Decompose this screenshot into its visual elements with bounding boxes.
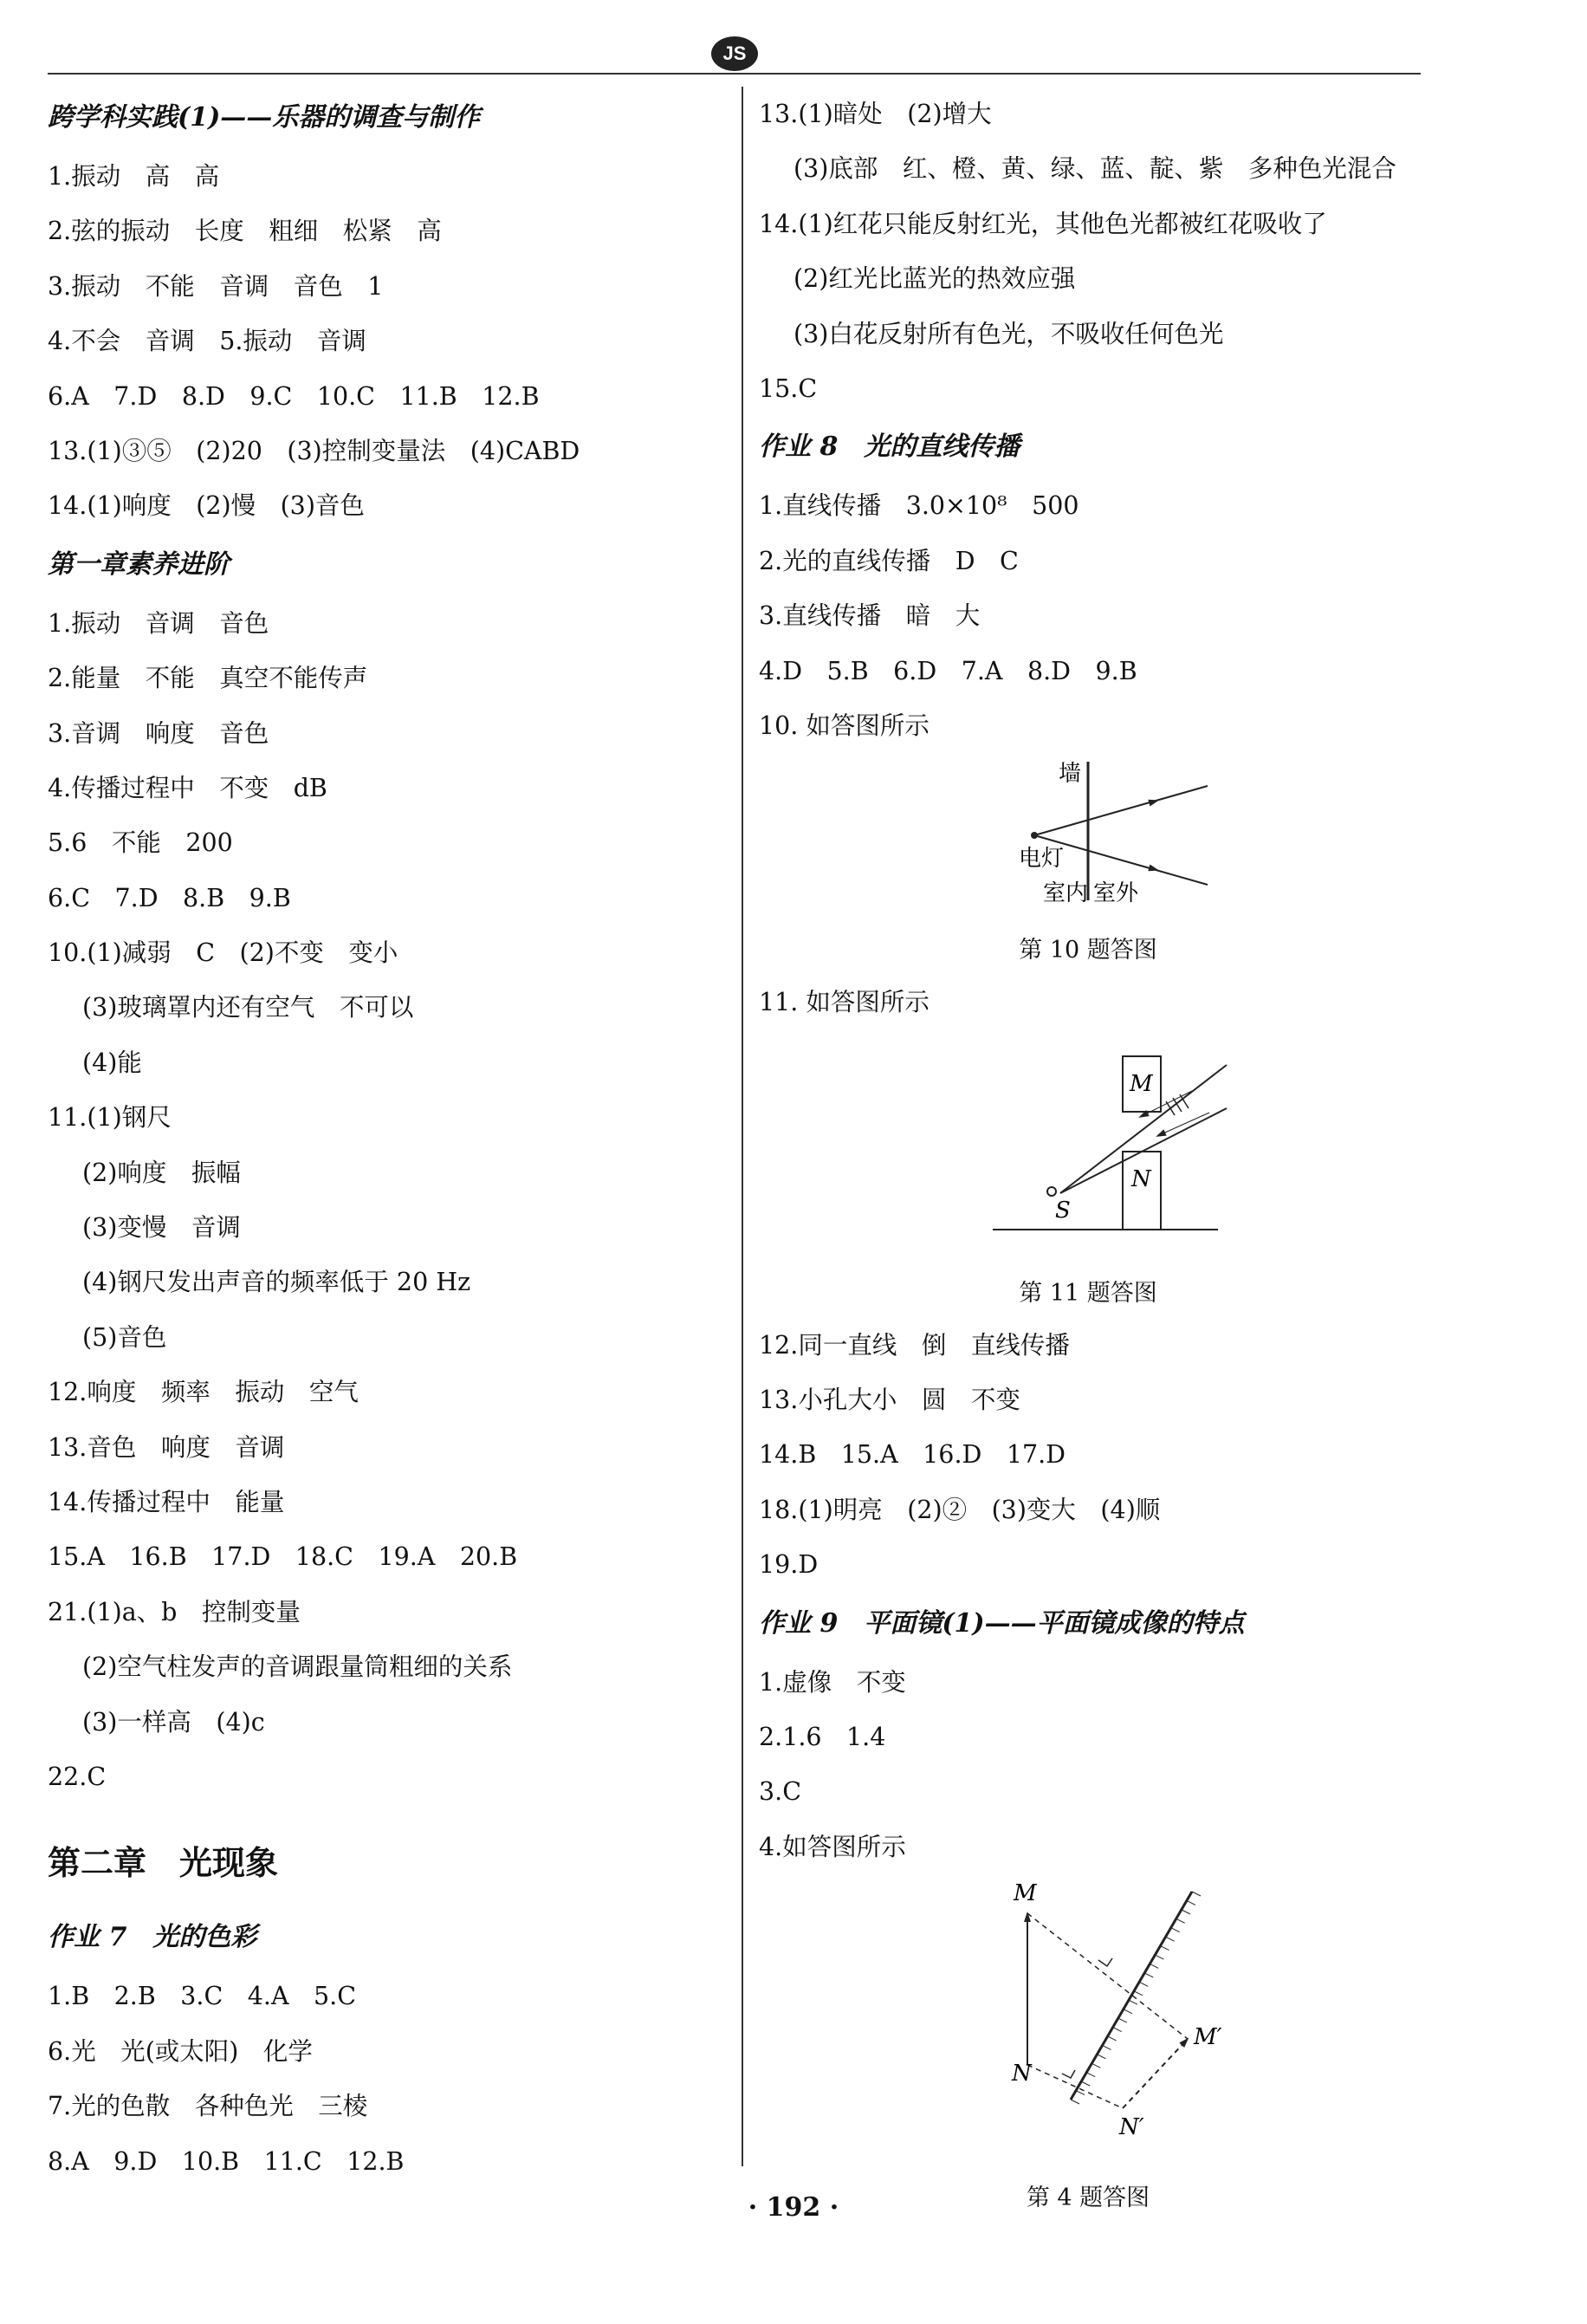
fig11-figure (759, 1030, 1417, 1318)
answer-line: 10.(1)减弱 C (2)不变 变小 (48, 938, 398, 968)
hatch-3 (1180, 1094, 1189, 1108)
outside-label: 室外 (1093, 880, 1139, 907)
hatch-1 (1166, 1101, 1175, 1115)
answer-line: 4.不会 音调 5.振动 音调 (48, 327, 366, 356)
answer-line: 12.响度 频率 振动 空气 (48, 1378, 359, 1407)
answer-line: 19.D (759, 1550, 819, 1580)
answer-subline: (2)空气柱发声的音调跟量筒粗细的关系 (82, 1652, 513, 1682)
label-m-prime: M′ (1194, 2024, 1222, 2051)
mirror-hatch (1118, 2018, 1127, 2022)
image-arrow-mn2 (1123, 2039, 1188, 2108)
label-m: M (1130, 1070, 1153, 1097)
answer-line: 1.B 2.B 3.C 4.A 5.C (48, 1982, 357, 2011)
wall-label: 墙 (1059, 761, 1082, 788)
mirror-hatch (1081, 2081, 1090, 2086)
mirror-hatch (1150, 1964, 1158, 1969)
answer-line: 5.6 不能 200 (48, 828, 233, 858)
inside-label: 室内 (1043, 880, 1089, 907)
mirror-hatch (1134, 1991, 1143, 1996)
answer-line: 13.(1)③⑤ (2)20 (3)控制变量法 (4)CABD (48, 436, 580, 465)
section-heading: 第一章素养进阶 (48, 549, 230, 580)
label-n-prime: N′ (1119, 2114, 1144, 2141)
right-angle-mark-1 (1098, 1958, 1112, 1966)
mirror-hatch (1124, 2009, 1132, 2014)
answer-line: 13.音色 响度 音调 (48, 1432, 285, 1462)
answer-line: 22.C (48, 1762, 107, 1791)
answer-line: 18.(1)明亮 (2)② (3)变大 (4)顺 (759, 1495, 1161, 1524)
page-number: · 192 · (748, 2192, 839, 2223)
answer-subline: (3)玻璃罩内还有空气 不可以 (82, 993, 414, 1022)
answer-line: 11.(1)钢尺 (48, 1103, 172, 1133)
figure-10-diagram (993, 753, 1218, 909)
answer-subline: (2)红光比蓝光的热效应强 (794, 264, 1076, 294)
section-heading: 作业 7 光的色彩 (48, 1922, 257, 1953)
answer-line: 1.振动 高 高 (48, 162, 220, 191)
answer-line: 2.光的直线传播 D C (759, 546, 1019, 575)
figure-11-diagram (993, 1030, 1235, 1256)
answer-line: 14.传播过程中 能量 (48, 1487, 285, 1516)
fig4-figure (759, 1874, 1417, 2223)
mirror-hatch (1086, 2073, 1095, 2077)
answer-subline: (3)一样高 (4)c (82, 1707, 265, 1737)
header-rule (48, 73, 1421, 75)
section-heading: 作业 9 平面镜(1)——平面镜成像的特点 (759, 1607, 1245, 1639)
answer-line: 2.能量 不能 真空不能传声 (48, 664, 368, 693)
lamp-label: 电灯 (1019, 846, 1065, 873)
mirror-hatch (1076, 2091, 1085, 2095)
mirror-hatch (1171, 1928, 1180, 1932)
fig10-figure (759, 753, 1417, 975)
eye-icon (1047, 1187, 1056, 1196)
label-n: N (1131, 1165, 1151, 1192)
answer-line: 3.振动 不能 音调 音色 1 (48, 271, 384, 301)
ray-arrow-lower (1157, 1113, 1209, 1136)
answer-line: 4.如答图所示 (759, 1832, 906, 1861)
answer-subline: (2)响度 振幅 (82, 1158, 241, 1187)
mirror-hatch (1192, 1892, 1201, 1896)
answer-line: 3.C (759, 1777, 801, 1807)
right-angle-mark-2 (1062, 2070, 1075, 2078)
answer-line: 14.B 15.A 16.D 17.D (759, 1440, 1066, 1470)
mirror-hatch (1139, 1983, 1148, 1987)
figure-caption: 第 11 题答图 (1019, 1279, 1157, 1307)
figure-caption: 第 10 题答图 (1019, 937, 1157, 964)
label-n: N (1012, 2061, 1032, 2087)
answer-subline: (3)底部 红、橙、黄、绿、蓝、靛、紫 多种色光混合 (794, 154, 1396, 184)
answer-line: 6.A 7.D 8.D 9.C 10.C 11.B 12.B (48, 381, 540, 411)
label-m: M (1014, 1880, 1037, 1907)
light-ray-upper (1034, 786, 1208, 835)
answer-line: 8.A 9.D 10.B 11.C 12.B (48, 2146, 405, 2176)
answer-line: 3.直线传播 暗 大 (759, 601, 981, 631)
dashed-m-to-m2 (1027, 1913, 1188, 2039)
label-s: S (1055, 1197, 1071, 1224)
answer-line: 13.小孔大小 圆 不变 (759, 1386, 1020, 1415)
mirror-hatch (1144, 1973, 1153, 1977)
mirror-hatch (1108, 2036, 1117, 2041)
mirror-hatch (1166, 1937, 1175, 1941)
mirror-hatch (1176, 1919, 1185, 1924)
answer-line: 1.虚像 不变 (759, 1667, 906, 1697)
mirror-hatch (1182, 1910, 1190, 1914)
answer-line: 7.光的色散 各种色光 三棱 (48, 2092, 368, 2121)
section-heading: 作业 8 光的直线传播 (759, 432, 1020, 463)
answer-line: 21.(1)a、b 控制变量 (48, 1597, 301, 1626)
answer-line: 11. 如答图所示 (759, 988, 930, 1017)
answer-line: 13.(1)暗处 (2)增大 (759, 100, 992, 128)
answer-subline: (5)音色 (82, 1322, 167, 1352)
answer-line: 15.C (759, 373, 818, 403)
chapter-title: 第二章 光现象 (48, 1843, 279, 1883)
figure-caption: 第 4 题答图 (1026, 2184, 1150, 2212)
answer-line: 4.传播过程中 不变 dB (48, 773, 327, 802)
section-heading: 跨学科实践(1)——乐器的调查与制作 (48, 102, 481, 133)
mirror-line (1071, 1892, 1192, 2100)
right-column (759, 87, 1417, 2223)
mirror-hatch (1071, 2100, 1079, 2104)
answer-line: 4.D 5.B 6.D 7.A 8.D 9.B (759, 656, 1137, 685)
column-divider (742, 87, 743, 2166)
figure-4-diagram (993, 1874, 1270, 2160)
answer-subline: (3)变慢 音调 (82, 1213, 241, 1243)
mirror-hatch (1097, 2055, 1105, 2059)
answer-line: 14.(1)红花只能反射红光，其他色光都被红花吸收了 (759, 209, 1327, 238)
answer-subline: (3)白花反射所有色光，不吸收任何色光 (794, 319, 1224, 348)
mirror-hatch (1103, 2046, 1111, 2050)
answer-subline: (4)钢尺发出声音的频率低于 20 Hz (82, 1268, 471, 1297)
answer-line: 3.音调 响度 音色 (48, 718, 269, 748)
mirror-hatch (1129, 2000, 1137, 2004)
answer-line: 6.C 7.D 8.B 9.B (48, 883, 291, 912)
header-logo: JS (711, 36, 758, 71)
answer-line: 12.同一直线 倒 直线传播 (759, 1330, 1070, 1360)
answer-line: 1.振动 音调 音色 (48, 608, 269, 638)
answer-line: 2.弦的振动 长度 粗细 松紧 高 (48, 217, 442, 246)
answer-line: 14.(1)响度 (2)慢 (3)音色 (48, 491, 365, 521)
left-column (48, 87, 723, 2189)
answer-line: 1.直线传播 3.0×10⁸ 500 (759, 491, 1079, 521)
mirror-hatch (1155, 1955, 1163, 1959)
mirror-hatch (1187, 1901, 1195, 1905)
answer-line: 2.1.6 1.4 (759, 1723, 886, 1752)
answer-line: 6.光 光(或太阳) 化学 (48, 2036, 313, 2066)
ray-arrow-upper (1123, 801, 1157, 810)
answer-subline: (4)能 (82, 1048, 142, 1077)
ray-arrow-lower (1123, 860, 1157, 870)
mirror-hatch (1160, 1946, 1169, 1951)
answer-line: 10. 如答图所示 (759, 711, 930, 740)
mirror-hatch (1113, 2028, 1122, 2032)
mirror-hatch (1091, 2063, 1100, 2068)
answer-line: 15.A 16.B 17.D 18.C 19.A 20.B (48, 1542, 518, 1572)
